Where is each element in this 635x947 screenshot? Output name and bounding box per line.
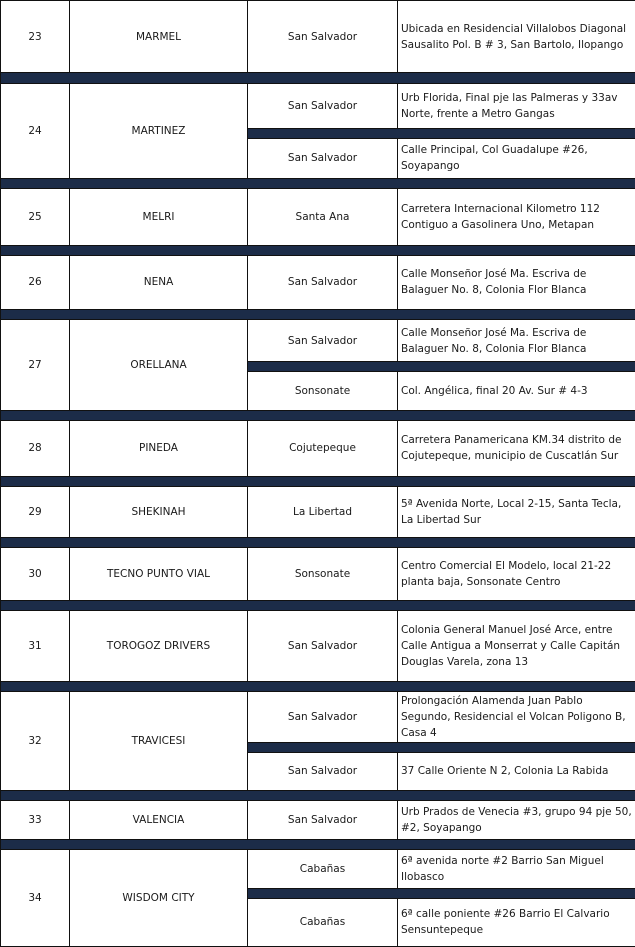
separator-band xyxy=(1,600,635,610)
table-row xyxy=(1,487,635,538)
row-separator xyxy=(1,790,635,800)
row-separator xyxy=(1,840,635,850)
row-number: 30 xyxy=(1,548,70,600)
row-separator xyxy=(1,476,635,486)
business-name: TRAVICESI xyxy=(70,692,248,791)
city-cell: San Salvador xyxy=(248,319,398,361)
separator-band xyxy=(1,73,635,83)
table-row xyxy=(1,255,635,309)
city-cell: Santa Ana xyxy=(248,189,398,245)
row-separator xyxy=(1,682,635,692)
city-cell: Cabañas xyxy=(248,850,398,888)
city-cell: Cabañas xyxy=(248,898,398,946)
row-number: 27 xyxy=(1,319,70,410)
city-cell: La Libertad xyxy=(248,487,398,538)
table-row xyxy=(1,1,635,73)
business-name: WISDOM CITY xyxy=(70,850,248,947)
city-cell: San Salvador xyxy=(248,752,398,790)
business-name: TOROGOZ DRIVERS xyxy=(70,610,248,681)
address-cell: 6ª avenida norte #2 Barrio San Miguel Ilobasco xyxy=(398,850,635,888)
city-cell: San Salvador xyxy=(248,610,398,681)
business-name: MARTINEZ xyxy=(70,83,248,179)
separator-band xyxy=(1,245,635,255)
table-row xyxy=(1,692,635,742)
table-row xyxy=(1,850,635,888)
table-row xyxy=(1,548,635,600)
city-cell: San Salvador xyxy=(248,800,398,839)
table-row xyxy=(1,800,635,839)
table-row xyxy=(1,189,635,245)
address-cell: Calle Principal, Col Guadalupe #26, Soyapango xyxy=(398,138,635,178)
city-cell: Cojutepeque xyxy=(248,420,398,476)
address-cell: Carretera Panamericana KM.34 distrito de Cojutepeque, municipio de Cuscatlán Sur xyxy=(398,420,635,476)
separator-band xyxy=(248,742,635,752)
address-cell: Calle Monseñor José Ma. Escriva de Balaguer No. 8, Colonia Flor Blanca xyxy=(398,319,635,361)
row-separator xyxy=(1,600,635,610)
row-number: 33 xyxy=(1,800,70,839)
row-number: 29 xyxy=(1,487,70,538)
city-cell: San Salvador xyxy=(248,255,398,309)
address-cell: Centro Comercial El Modelo, local 21-22 planta baja, Sonsonate Centro xyxy=(398,548,635,600)
table-row xyxy=(1,610,635,681)
row-separator xyxy=(1,410,635,420)
separator-band xyxy=(1,790,635,800)
table-row xyxy=(1,319,635,361)
separator-band xyxy=(248,362,635,372)
business-name: TECNO PUNTO VIAL xyxy=(70,548,248,600)
separator-band xyxy=(1,538,635,548)
row-number: 24 xyxy=(1,83,70,179)
separator-band xyxy=(1,682,635,692)
row-separator xyxy=(1,179,635,189)
city-cell: San Salvador xyxy=(248,83,398,128)
city-cell: Sonsonate xyxy=(248,372,398,410)
row-number: 28 xyxy=(1,420,70,476)
separator-band xyxy=(1,476,635,486)
row-separator xyxy=(1,73,635,83)
city-cell: San Salvador xyxy=(248,1,398,73)
address-cell: Prolongación Alamenda Juan Pablo Segundo, Residencial el Volcan Poligono B, Casa 4 xyxy=(398,692,635,742)
row-number: 34 xyxy=(1,850,70,947)
table-row xyxy=(1,83,635,128)
address-cell: 6ª calle poniente #26 Barrio El Calvario Sensuntepeque xyxy=(398,898,635,946)
row-number: 25 xyxy=(1,189,70,245)
address-cell: Carretera Internacional Kilometro 112 Contiguo a Gasolinera Uno, Metapan xyxy=(398,189,635,245)
city-cell: San Salvador xyxy=(248,138,398,178)
business-name: NENA xyxy=(70,255,248,309)
address-cell: 5ª Avenida Norte, Local 2-15, Santa Tecla, La Libertad Sur xyxy=(398,487,635,538)
address-cell: Ubicada en Residencial Villalobos Diagonal Sausalito Pol. B # 3, San Bartolo, Ilopango xyxy=(398,1,635,73)
address-cell: Urb Florida, Final pje las Palmeras y 33av Norte, frente a Metro Gangas xyxy=(398,83,635,128)
business-name: MARMEL xyxy=(70,1,248,73)
row-number: 31 xyxy=(1,610,70,681)
separator-band xyxy=(1,309,635,319)
address-cell: Urb Prados de Venecia #3, grupo 94 pje 50, #2, Soyapango xyxy=(398,800,635,839)
row-number: 23 xyxy=(1,1,70,73)
business-name: SHEKINAH xyxy=(70,487,248,538)
address-cell: Col. Angélica, final 20 Av. Sur # 4-3 xyxy=(398,372,635,410)
separator-band xyxy=(248,128,635,138)
separator-band xyxy=(1,840,635,850)
row-separator xyxy=(1,245,635,255)
row-separator xyxy=(1,538,635,548)
row-separator xyxy=(1,309,635,319)
row-number: 32 xyxy=(1,692,70,791)
city-cell: San Salvador xyxy=(248,692,398,742)
city-cell: Sonsonate xyxy=(248,548,398,600)
address-cell: Colonia General Manuel José Arce, entre Calle Antigua a Monserrat y Calle Capitán Douglas Varela, zona 13 xyxy=(398,610,635,681)
separator-band xyxy=(248,888,635,898)
business-name: MELRI xyxy=(70,189,248,245)
address-cell: Calle Monseñor José Ma. Escriva de Balaguer No. 8, Colonia Flor Blanca xyxy=(398,255,635,309)
table-row xyxy=(1,420,635,476)
row-number: 26 xyxy=(1,255,70,309)
business-name: PINEDA xyxy=(70,420,248,476)
separator-band xyxy=(1,179,635,189)
separator-band xyxy=(1,410,635,420)
business-name: ORELLANA xyxy=(70,319,248,410)
business-name: VALENCIA xyxy=(70,800,248,839)
address-cell: 37 Calle Oriente N 2, Colonia La Rabida xyxy=(398,752,635,790)
